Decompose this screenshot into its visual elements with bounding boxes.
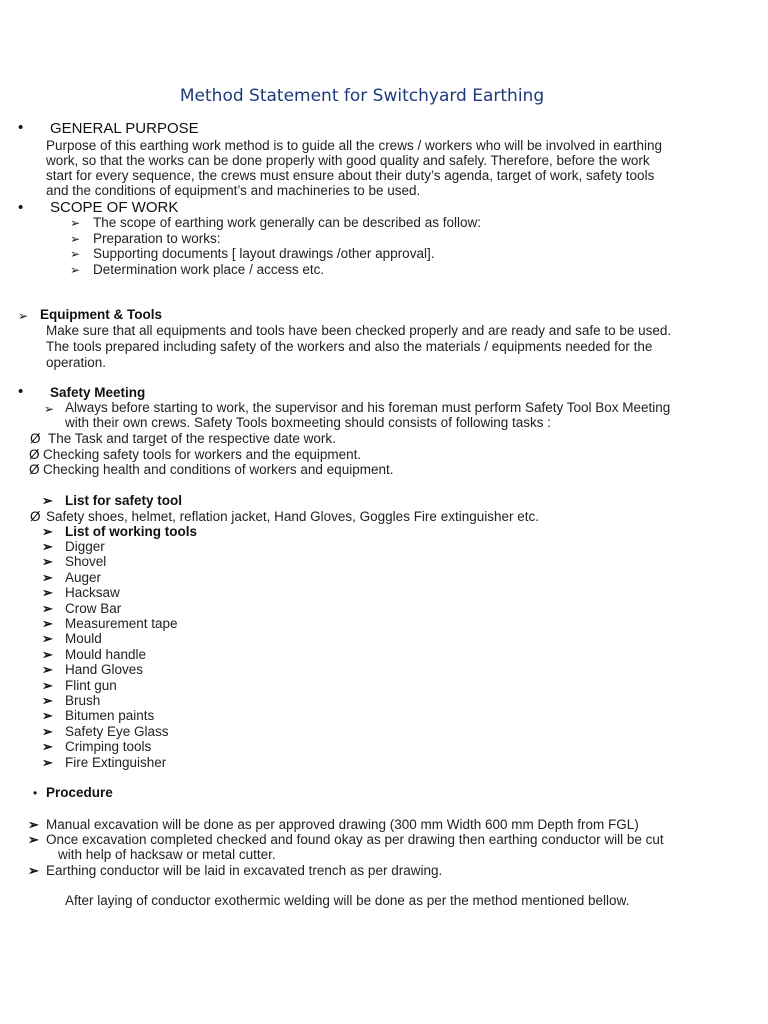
equipment-line: Make sure that all equipments and tools have been checked properly and are ready and safe to be used. xyxy=(46,323,672,338)
arrow-bullet-icon: ➢ xyxy=(42,754,53,770)
arrow-bullet-icon: ➢ xyxy=(70,216,81,230)
working-tool-item: Auger xyxy=(65,569,102,585)
working-tool-item: Fire Extinguisher xyxy=(65,754,167,770)
safety-task: The Task and target of the respective date work. xyxy=(48,431,336,446)
general-purpose-heading: GENERAL PURPOSE xyxy=(50,120,199,137)
arrow-bullet-icon: ➢ xyxy=(42,646,53,662)
general-purpose-line: work, so that the works can be done properly with good quality and safely. Therefore, before the work xyxy=(46,153,650,168)
arrow-bullet-icon: ➢ xyxy=(42,723,53,739)
arrow-bullet-icon: ➢ xyxy=(44,402,55,416)
task-marker-icon: Ø xyxy=(30,431,41,446)
arrow-bullet-icon: ➢ xyxy=(42,616,53,631)
procedure-closing: After laying of conductor exothermic welding will be done as per the method mentioned bellow. xyxy=(65,893,630,908)
safety-task: Checking safety tools for workers and the equipment. xyxy=(43,447,362,462)
general-purpose-line: Purpose of this earthing work method is to guide all the crews / workers who will be involved in earthing xyxy=(46,138,663,153)
safety-meeting-line: with their own crews. Safety Tools boxmeeting should consists of following tasks : xyxy=(65,415,551,430)
working-tool-item: Crimping tools xyxy=(65,739,152,755)
working-tool-item: Hand Gloves xyxy=(65,662,144,678)
safety-tool-heading: List for safety tool xyxy=(65,493,183,508)
working-tool-item: Bitumen paints xyxy=(65,708,155,724)
scope-item: Preparation to works: xyxy=(93,231,221,246)
safety-meeting-line: Always before starting to work, the supervisor and his foreman must perform Safety Tool Box Meeting xyxy=(65,400,671,415)
working-tool-item: Digger xyxy=(65,539,105,554)
arrow-bullet-icon: ➢ xyxy=(42,600,53,616)
working-tool-item: Shovel xyxy=(65,554,107,570)
working-tools-heading: List of working tools xyxy=(65,524,197,539)
arrow-bullet-icon: ➢ xyxy=(42,677,53,693)
arrow-bullet-icon: ➢ xyxy=(42,554,53,570)
working-tool-item: Mould handle xyxy=(65,646,147,662)
scope-heading: SCOPE OF WORK xyxy=(50,199,179,216)
arrow-bullet-icon: ➢ xyxy=(28,863,39,878)
arrow-bullet-icon: ➢ xyxy=(42,708,53,724)
safety-task: Checking health and conditions of workers and equipment. xyxy=(43,462,394,477)
general-purpose-line: start for every sequence, the crews must ensure about their duty’s agenda, target of work, safety tools xyxy=(46,168,655,183)
arrow-bullet-icon: ➢ xyxy=(42,524,53,539)
bullet-dot-icon: • xyxy=(18,383,24,400)
safety-meeting-heading: Safety Meeting xyxy=(50,385,146,400)
procedure-step: Once excavation completed checked and found okay as per drawing then earthing conductor will be cut xyxy=(46,832,664,847)
equipment-heading: Equipment & Tools xyxy=(40,307,162,322)
safety-tool-item: Safety shoes, helmet, reflation jacket, Hand Gloves, Goggles Fire extinguisher etc. xyxy=(46,509,539,524)
procedure-step: Earthing conductor will be laid in excavated trench as per drawing. xyxy=(46,863,443,878)
scope-item: Determination work place / access etc. xyxy=(93,262,325,277)
arrow-bullet-icon: ➢ xyxy=(42,693,53,708)
working-tool-item: Brush xyxy=(65,693,101,708)
scope-item: Supporting documents [ layout drawings /other approval]. xyxy=(93,246,435,261)
task-marker-icon: Ø xyxy=(30,509,41,524)
equipment-line: The tools prepared including safety of the workers and also the materials / equipments needed for the xyxy=(46,339,653,354)
working-tool-item: Hacksaw xyxy=(65,585,120,601)
procedure-heading: Procedure xyxy=(46,785,113,800)
arrow-bullet-icon: ➢ xyxy=(42,631,53,647)
arrow-bullet-icon: ➢ xyxy=(70,263,81,277)
arrow-bullet-icon: ➢ xyxy=(18,309,29,323)
arrow-bullet-icon: ➢ xyxy=(42,662,53,678)
bullet-dot-icon: • xyxy=(18,119,24,136)
equipment-line: operation. xyxy=(46,355,107,370)
procedure-step: Manual excavation will be done as per approved drawing (300 mm Width 600 mm Depth from FGL) xyxy=(46,817,639,832)
arrow-bullet-icon: ➢ xyxy=(42,739,53,755)
arrow-bullet-icon: ➢ xyxy=(28,817,39,832)
task-marker-icon: Ø xyxy=(29,447,40,462)
arrow-bullet-icon: ➢ xyxy=(42,539,53,554)
working-tool-item: Crow Bar xyxy=(65,600,122,616)
working-tool-item: Flint gun xyxy=(65,677,117,693)
working-tool-item: Mould xyxy=(65,631,102,647)
arrow-bullet-icon: ➢ xyxy=(42,569,53,585)
procedure-step: with help of hacksaw or metal cutter. xyxy=(58,847,276,862)
arrow-bullet-icon: ➢ xyxy=(28,832,39,847)
scope-item: The scope of earthing work generally can be described as follow: xyxy=(93,215,481,230)
page-title: Method Statement for Switchyard Earthing xyxy=(179,86,545,106)
bullet-dot-icon: • xyxy=(18,199,24,216)
working-tool-item: Measurement tape xyxy=(65,616,178,631)
task-marker-icon: Ø xyxy=(29,462,40,477)
arrow-bullet-icon: ➢ xyxy=(70,232,81,246)
arrow-bullet-icon: ➢ xyxy=(70,247,81,261)
working-tool-item: Safety Eye Glass xyxy=(65,723,169,739)
general-purpose-line: and the conditions of equipment’s and machineries to be used. xyxy=(46,183,421,198)
arrow-bullet-icon: ➢ xyxy=(42,585,53,601)
arrow-bullet-icon: ➢ xyxy=(42,493,53,508)
bullet-dot-icon: • xyxy=(33,786,38,800)
